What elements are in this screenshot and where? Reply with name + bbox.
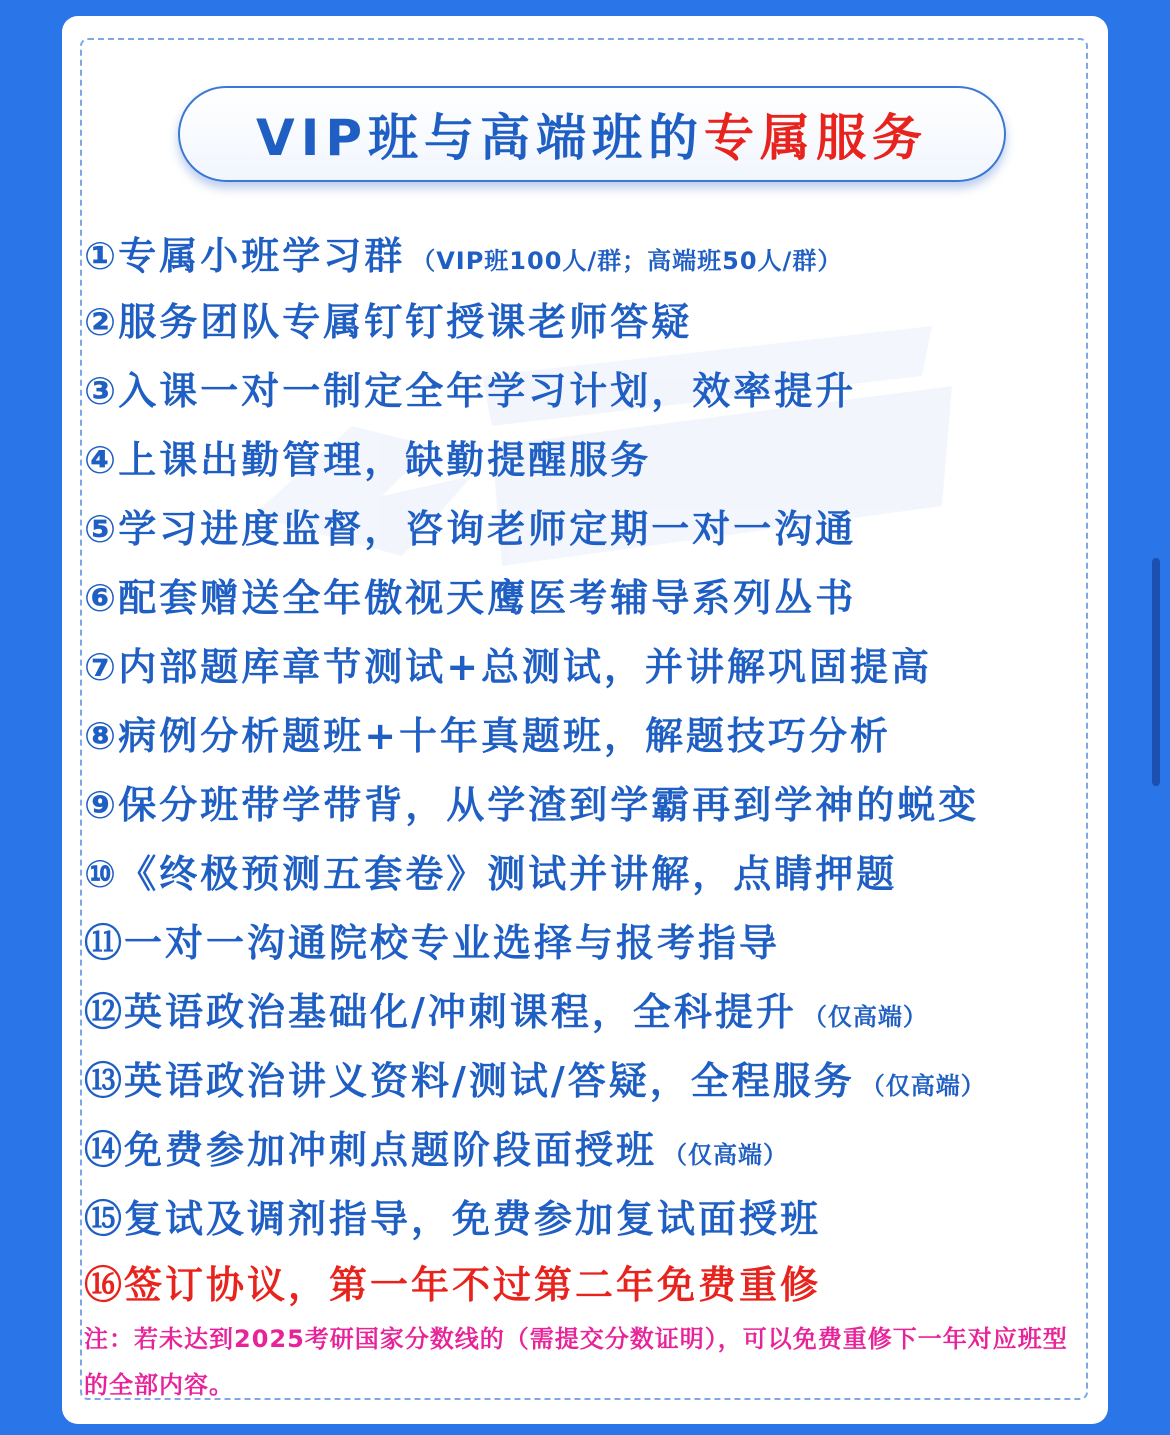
scrollbar-thumb[interactable] — [1152, 558, 1160, 786]
list-item: ⑥配套赠送全年傲视天鹰医考辅导系列丛书 — [84, 576, 857, 620]
list-item: ④上课出勤管理，缺勤提醒服务 — [84, 438, 652, 482]
list-item: ⑤学习进度监督，咨询老师定期一对一沟通 — [84, 507, 857, 551]
list-item: ③入课一对一制定全年学习计划，效率提升 — [84, 369, 857, 413]
footnote: 注：若未达到2025考研国家分数线的（需提交分数证明），可以免费重修下一年对应班型的全部内容。 — [84, 1325, 1068, 1399]
title-part-red: 专属服务 — [703, 109, 928, 167]
list-item: ⑮复试及调剂指导，免费参加复试面授班 — [84, 1197, 822, 1241]
service-card — [62, 16, 1108, 1424]
list-item: ⑫英语政治基础化/冲刺课程，全科提升 （仅高端） — [84, 990, 928, 1034]
list-item: ⑦内部题库章节测试+总测试，并讲解巩固提高 — [84, 645, 933, 689]
title-part-blue: VIP班与高端班的 — [256, 109, 704, 167]
list-item-guarantee: ⑯签订协议，第一年不过第二年免费重修 — [84, 1263, 822, 1307]
list-item: ⑩《终极预测五套卷》测试并讲解，点睛押题 — [84, 852, 898, 896]
list-item: ⑨保分班带学带背，从学渣到学霸再到学神的蜕变 — [84, 783, 980, 827]
list-item: ⑧病例分析题班+十年真题班，解题技巧分析 — [84, 714, 892, 758]
list-item: ⑬英语政治讲义资料/测试/答疑，全程服务 （仅高端） — [84, 1059, 986, 1103]
list-item: ⑭免费参加冲刺点题阶段面授班 （仅高端） — [84, 1128, 789, 1172]
page-title — [178, 86, 1006, 182]
list-item: ②服务团队专属钉钉授课老师答疑 — [84, 300, 693, 344]
list-item: ①专属小班学习群 （VIP班100人/群；高端班50人/群） — [84, 234, 843, 278]
list-item: ⑪一对一沟通院校专业选择与报考指导 — [84, 921, 781, 965]
